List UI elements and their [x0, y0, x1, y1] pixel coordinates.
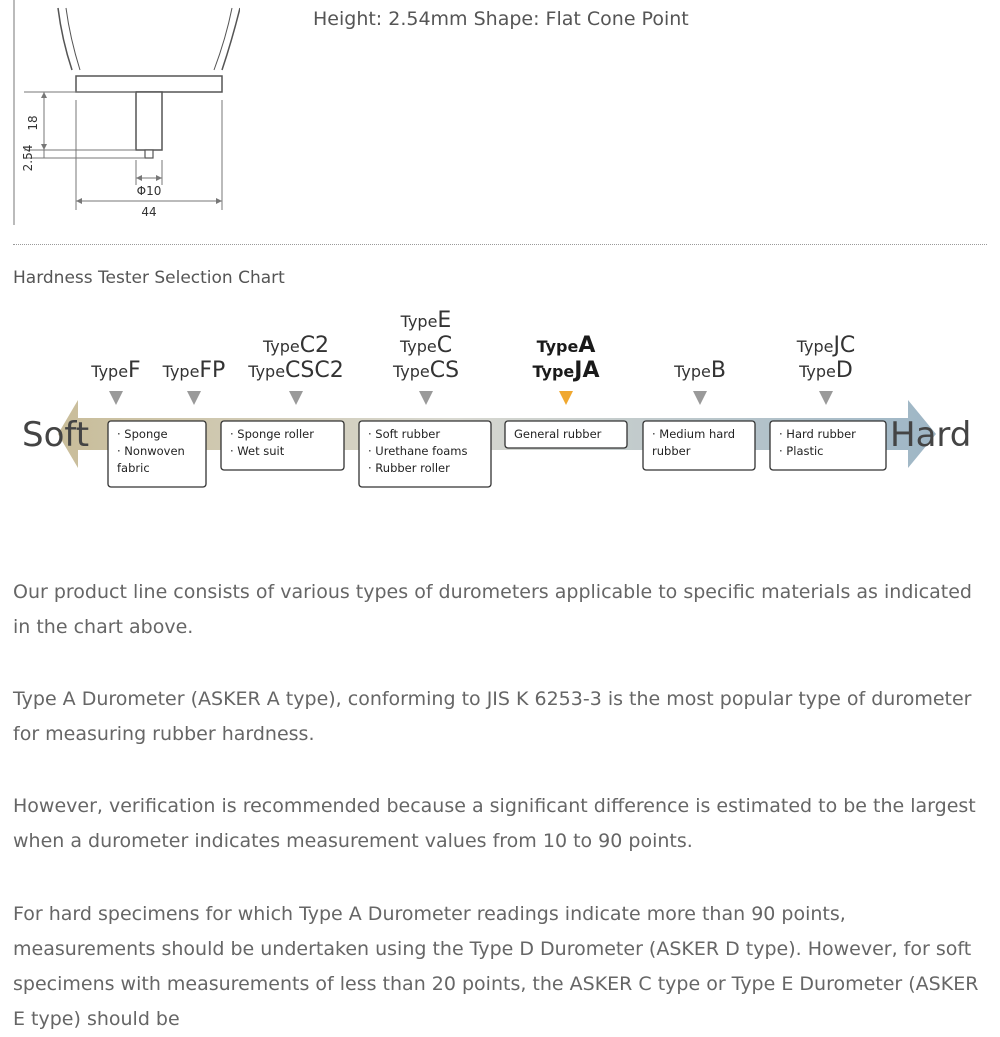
type-label-c — [399, 333, 452, 358]
type-marker-1 — [187, 391, 201, 405]
type-marker-3 — [419, 391, 433, 405]
type-prefix: Type — [536, 337, 579, 356]
material-text: · Sponge — [117, 427, 168, 441]
type-prefix: Type — [799, 362, 836, 381]
type-prefix: Type — [248, 362, 286, 381]
material-text: · Rubber roller — [368, 461, 450, 475]
type-label-ja — [533, 358, 600, 383]
type-prefix: Type — [162, 362, 200, 381]
material-text: General rubber — [514, 427, 602, 441]
type-name: D — [835, 358, 853, 383]
type-name: E — [437, 308, 452, 333]
material-text: · Wet suit — [230, 444, 285, 458]
type-name: JC — [833, 333, 856, 358]
hardness-selection-chart — [0, 300, 1000, 500]
type-prefix: Type — [796, 337, 834, 356]
type-label-f — [90, 358, 140, 383]
type-name: B — [710, 358, 726, 383]
type-prefix: Type — [674, 362, 711, 381]
material-text: rubber — [652, 444, 691, 458]
type-marker-0 — [109, 391, 123, 405]
type-prefix: Type — [400, 312, 438, 331]
section-divider — [13, 244, 987, 245]
dim-diameter-label: Φ10 — [136, 184, 162, 198]
dim-tip-label: 2.54 — [21, 144, 35, 172]
indenter-tip — [145, 150, 153, 158]
material-text: · Hard rubber — [779, 427, 856, 441]
material-text: · Urethane foams — [368, 444, 468, 458]
type-marker-6 — [819, 391, 833, 405]
material-text: · Sponge roller — [230, 427, 314, 441]
type-name: FP — [199, 358, 226, 383]
body-outline-left — [58, 8, 72, 70]
paragraph-hard-soft-specimens: For hard specimens for which Type A Durometer readings indicate more than 90 points, measurements should be undertaken using the Type D Durometer (ASKER D type). However, for soft specimens with measurements of less than 20 points, the ASKER C type or Type E Durometer (ASKER E type) should be — [13, 903, 979, 1030]
type-label-e — [400, 308, 452, 333]
type-name: F — [128, 358, 141, 383]
type-label-jc — [796, 333, 856, 358]
soft-label: Soft — [22, 415, 90, 455]
base-plate — [76, 76, 222, 92]
type-prefix: Type — [399, 337, 437, 356]
type-name: JA — [574, 358, 600, 383]
type-label-a — [537, 333, 596, 358]
type-label-fp — [162, 358, 226, 383]
type-label-csc2 — [247, 358, 343, 383]
type-marker-5 — [693, 391, 707, 405]
material-text: fabric — [117, 461, 150, 475]
paragraph-verification: However, verification is recommended because a significant difference is estimated to be the largest when a durometer indicates measurement values from 10 to 90 points. — [13, 795, 976, 852]
type-prefix: Type — [392, 362, 430, 381]
type-marker-2 — [289, 391, 303, 405]
type-prefix: Type — [532, 362, 575, 381]
type-label-c2 — [262, 333, 329, 358]
material-text: · Nonwoven — [117, 444, 185, 458]
type-name: A — [578, 333, 596, 358]
indenter-shaft — [136, 92, 162, 150]
type-label-b — [673, 358, 726, 383]
dim-width-label: 44 — [141, 205, 157, 219]
type-name: CSC2 — [285, 358, 344, 383]
section-title: Hardness Tester Selection Chart — [13, 268, 285, 288]
durometer-dimension-drawing — [0, 0, 240, 230]
type-name: CS — [429, 358, 460, 383]
hard-label: Hard — [890, 415, 972, 455]
material-text: · Soft rubber — [368, 427, 441, 441]
type-prefix: Type — [91, 362, 129, 381]
paragraph-type-a: Type A Durometer (ASKER A type), conforming to JIS K 6253-3 is the most popular type of durometer for measuring rubber hardness. — [13, 688, 972, 745]
material-text: · Plastic — [779, 444, 824, 458]
type-name: C — [436, 333, 453, 358]
indenter-spec-text: Height: 2.54mm Shape: Flat Cone Point — [313, 8, 689, 30]
type-prefix: Type — [262, 337, 300, 356]
type-label-cs — [392, 358, 459, 383]
dim-height-label: 18 — [26, 115, 40, 131]
material-text: · Medium hard — [652, 427, 736, 441]
paragraph-product-line: Our product line consists of various types of durometers applicable to specific materials as indicated in the chart above. — [13, 581, 972, 638]
type-name: C2 — [299, 333, 330, 358]
type-label-d — [798, 358, 853, 383]
type-marker-4 — [559, 391, 573, 405]
